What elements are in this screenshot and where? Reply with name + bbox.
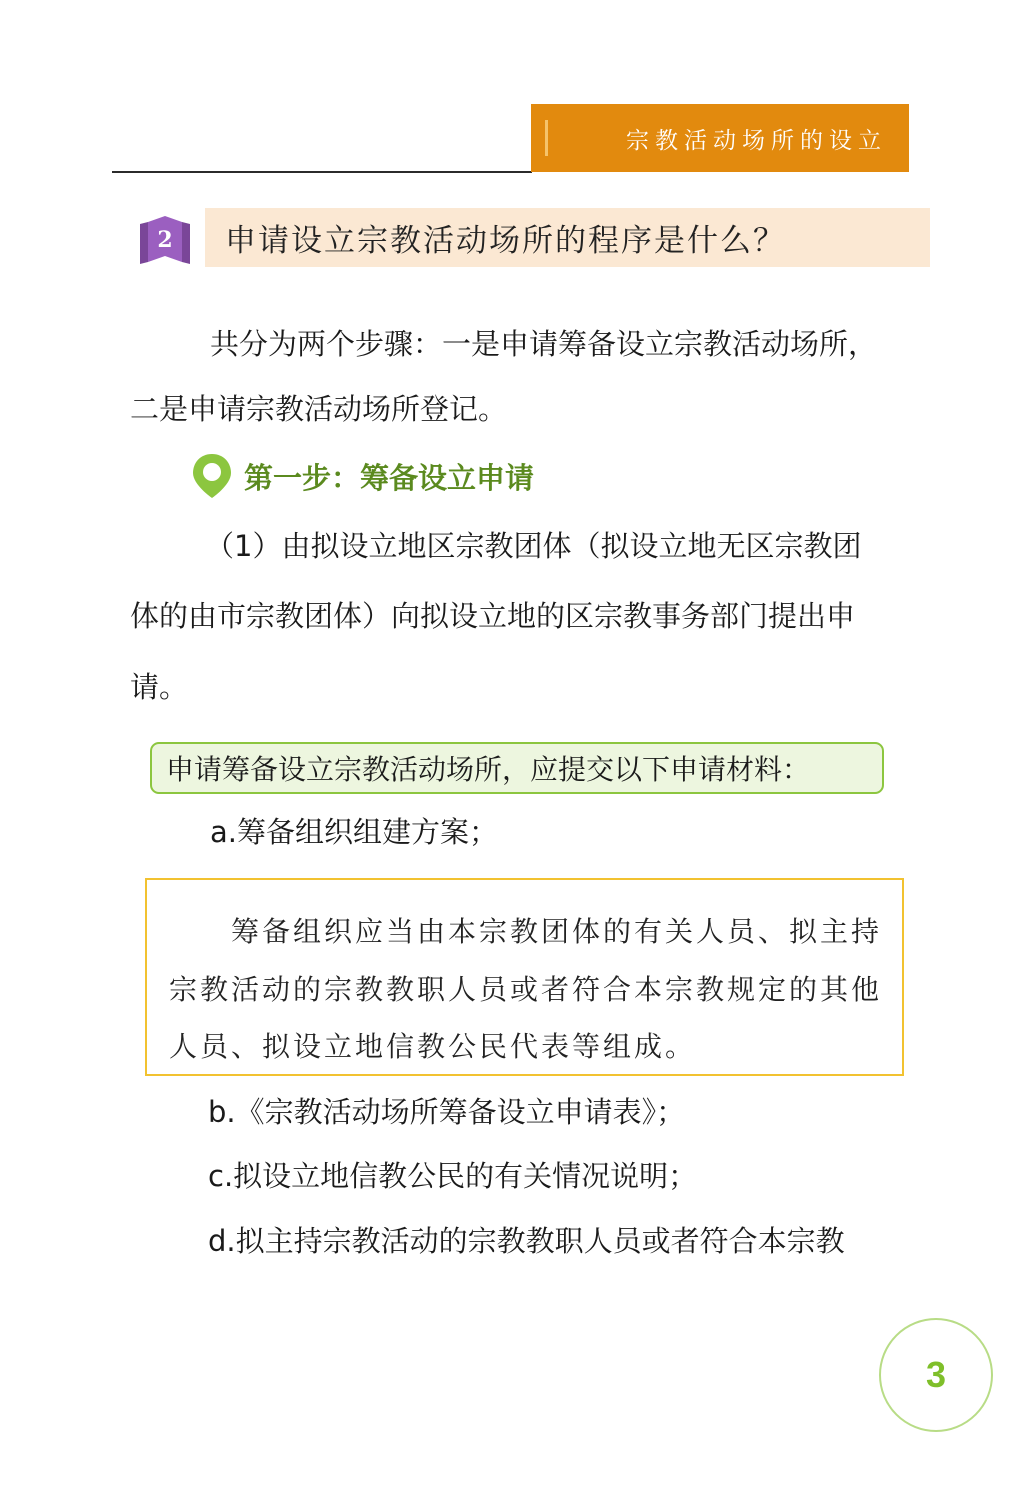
materials-heading: 申请筹备设立宗教活动场所，应提交以下申请材料： bbox=[166, 753, 811, 786]
location-pin-icon bbox=[190, 452, 234, 500]
question-heading-bar bbox=[205, 208, 930, 267]
header-rule bbox=[112, 171, 532, 173]
para-1-line-1: （1）由拟设立地区宗教团体（拟设立地无区宗教团 bbox=[205, 529, 862, 563]
page-number: 3 bbox=[925, 1354, 947, 1395]
note-line-2: 宗教活动的宗教教职人员或者符合本宗教规定的其他 bbox=[169, 973, 883, 1006]
para-1-line-3: 请。 bbox=[130, 670, 189, 704]
materials-heading-box bbox=[150, 742, 884, 794]
header-accent-bar bbox=[545, 120, 548, 156]
section-header-tab bbox=[531, 104, 909, 172]
step-1-heading bbox=[190, 452, 534, 500]
note-line-3: 人员、拟设立地信教公民代表等组成。 bbox=[169, 1030, 697, 1063]
item-b: b.《宗教活动场所筹备设立申请表》； bbox=[208, 1095, 686, 1129]
intro-line-1: 共分为两个步骤：一是申请筹备设立宗教活动场所， bbox=[210, 327, 878, 361]
item-a: a.筹备组织组建方案； bbox=[210, 815, 498, 849]
note-box bbox=[145, 878, 904, 1076]
step-1-title: 第一步：筹备设立申请 bbox=[244, 460, 535, 495]
question-title: 申请设立宗教活动场所的程序是什么？ bbox=[225, 223, 786, 259]
item-d: d.拟主持宗教活动的宗教教职人员或者符合本宗教 bbox=[208, 1224, 845, 1258]
note-line-1: 筹备组织应当由本宗教团体的有关人员、拟主持 bbox=[231, 915, 883, 948]
page-number-badge bbox=[879, 1318, 993, 1432]
question-number: 2 bbox=[157, 227, 173, 253]
item-c: c.拟设立地信教公民的有关情况说明； bbox=[208, 1159, 698, 1193]
para-1-line-2: 体的由市宗教团体）向拟设立地的区宗教事务部门提出申 bbox=[130, 599, 856, 633]
book-number-icon bbox=[138, 214, 192, 268]
intro-line-2: 二是申请宗教活动场所登记。 bbox=[130, 392, 508, 426]
section-title: 宗教活动场所的设立 bbox=[626, 127, 887, 154]
